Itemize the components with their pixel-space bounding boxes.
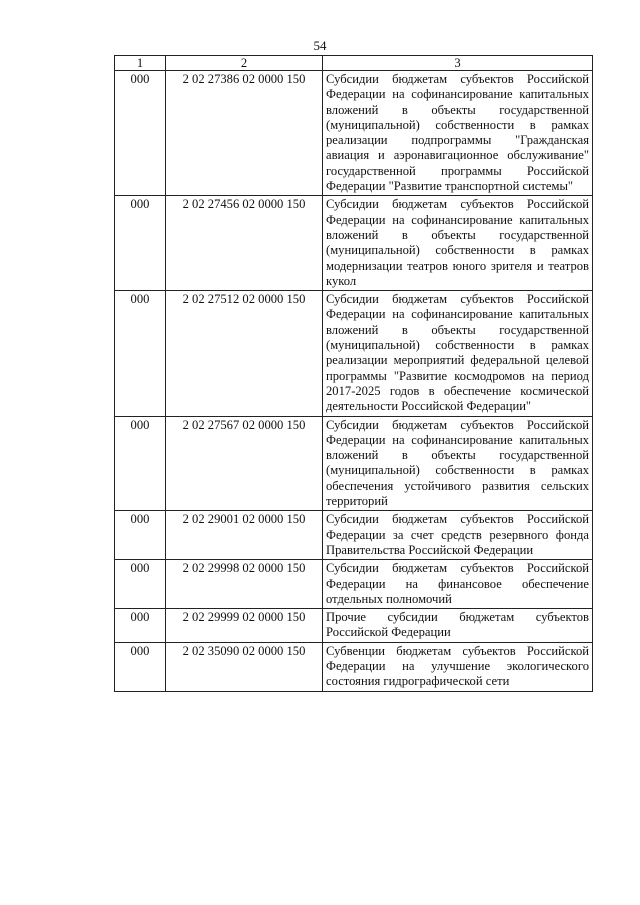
header-col-1: 1 — [115, 56, 166, 71]
table-row — [115, 71, 593, 196]
classification-code-cell: 2 02 29999 02 0000 150 — [166, 609, 323, 643]
table-header-row — [115, 56, 593, 71]
classification-code-cell: 2 02 29001 02 0000 150 — [166, 511, 323, 560]
table-row — [115, 560, 593, 609]
admin-code-cell: 000 — [115, 609, 166, 643]
table-row — [115, 609, 593, 643]
page-number: 54 — [313, 38, 327, 53]
table-row — [115, 291, 593, 416]
admin-code-cell: 000 — [115, 642, 166, 691]
classification-code-cell: 2 02 27456 02 0000 150 — [166, 196, 323, 291]
revenue-name-cell: Субсидии бюджетам субъектов Российской Федерации на софинансирование капитальных вложений в объекты государственной (муниципальной) собственности в рамках реализации подпрограммы "Гражданская авиация и аэронавигационное обслуживание" государственной программы Российской Федерации "Развитие транспортной системы" — [323, 71, 593, 196]
admin-code-cell: 000 — [115, 71, 166, 196]
revenue-name-cell: Прочие субсидии бюджетам субъектов Российской Федерации — [323, 609, 593, 643]
table-row — [115, 416, 593, 511]
admin-code-cell: 000 — [115, 560, 166, 609]
revenue-name-cell: Субсидии бюджетам субъектов Российской Федерации за счет средств резервного фонда Правительства Российской Федерации — [323, 511, 593, 560]
header-col-3: 3 — [323, 56, 593, 71]
classification-code-cell: 2 02 27386 02 0000 150 — [166, 71, 323, 196]
revenue-name-cell: Субсидии бюджетам субъектов Российской Федерации на софинансирование капитальных вложений в объекты государственной (муниципальной) собственности в рамках обеспечения устойчивого развития сельских территорий — [323, 416, 593, 511]
table-row — [115, 642, 593, 691]
revenue-name-cell: Субсидии бюджетам субъектов Российской Федерации на софинансирование капитальных вложений в объекты государственной (муниципальной) собственности в рамках модернизации театров юного зрителя и театров кукол — [323, 196, 593, 291]
header-col-2: 2 — [166, 56, 323, 71]
classification-code-cell: 2 02 29998 02 0000 150 — [166, 560, 323, 609]
revenue-name-cell: Субсидии бюджетам субъектов Российской Федерации на финансовое обеспечение отдельных полномочий — [323, 560, 593, 609]
admin-code-cell: 000 — [115, 291, 166, 416]
admin-code-cell: 000 — [115, 511, 166, 560]
budget-classification-table — [114, 55, 593, 692]
admin-code-cell: 000 — [115, 196, 166, 291]
admin-code-cell: 000 — [115, 416, 166, 511]
classification-code-cell: 2 02 35090 02 0000 150 — [166, 642, 323, 691]
revenue-name-cell: Субсидии бюджетам субъектов Российской Федерации на софинансирование капитальных вложений в объекты государственной (муниципальной) собственности в рамках реализации мероприятий федеральной целевой программы "Развитие космодромов на период 2017-2025 годов в обеспечение космической деятельности Российской Федерации" — [323, 291, 593, 416]
table-row — [115, 511, 593, 560]
table-row — [115, 196, 593, 291]
revenue-name-cell: Субвенции бюджетам субъектов Российской Федерации на улучшение экологического состояния гидрографической сети — [323, 642, 593, 691]
classification-code-cell: 2 02 27567 02 0000 150 — [166, 416, 323, 511]
classification-code-cell: 2 02 27512 02 0000 150 — [166, 291, 323, 416]
